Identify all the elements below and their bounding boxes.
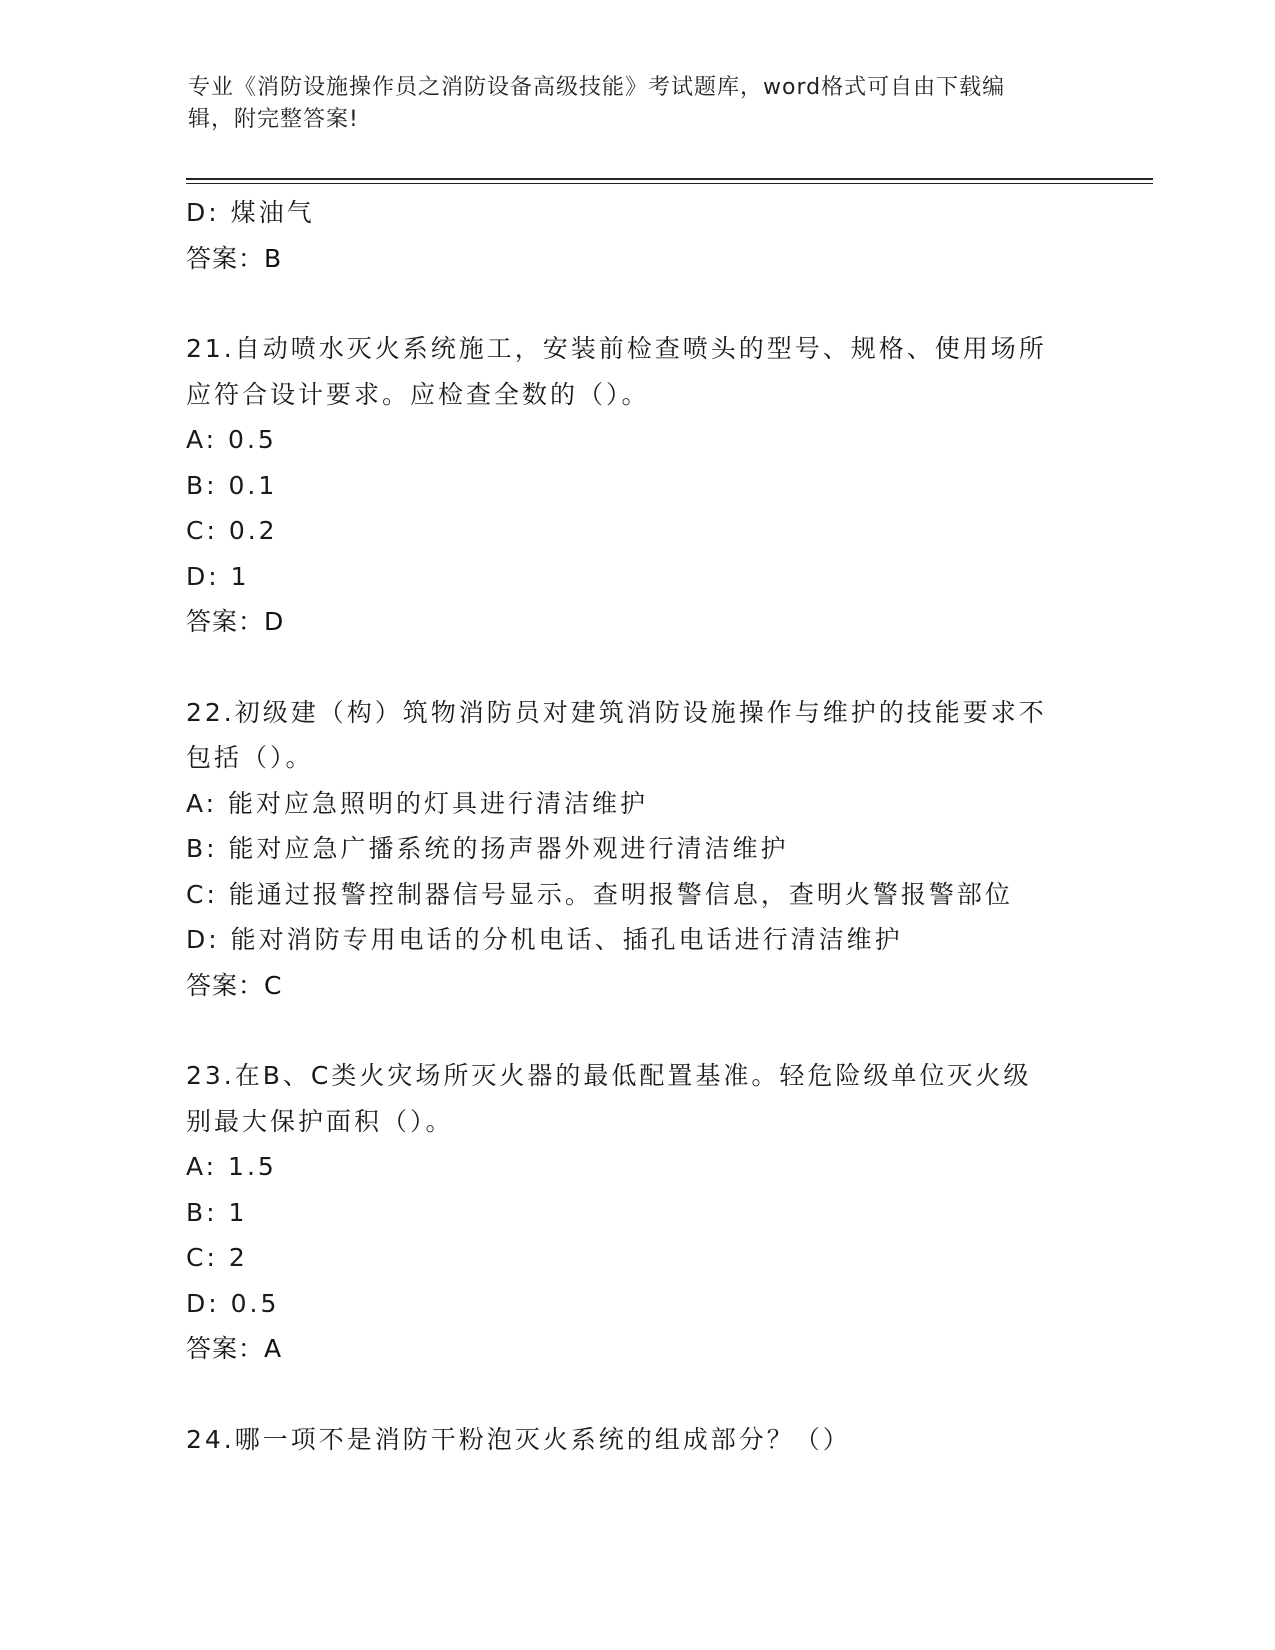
answer-value: D: [264, 607, 285, 636]
answer-line: [186, 599, 1086, 645]
option-c: C: 能通过报警控制器信号显示。查明报警信息，查明火警报警部位: [186, 879, 1013, 909]
answer-label: 答案：: [186, 970, 265, 1000]
header-line-2: 辑，附完整答案!: [188, 107, 359, 132]
header-divider-bottom: [186, 183, 1153, 184]
answer-value: B: [264, 243, 283, 273]
option-a: A: 0.5: [186, 425, 277, 454]
answer-line: [186, 963, 1086, 1009]
document-header: [188, 72, 1068, 136]
option-a: A: 能对应急照明的灯具进行清洁维护: [186, 788, 649, 818]
answer-line: [186, 236, 1086, 282]
answer-label: 答案：: [186, 607, 265, 636]
question-stem-line: 别最大保护面积（）。: [186, 1106, 454, 1136]
spacer: [186, 645, 1086, 690]
option-c: C: 0.2: [186, 516, 278, 545]
option-d: D: 0.5: [186, 1288, 280, 1318]
answer-label: 答案：: [186, 243, 265, 273]
option-b: B: 1: [186, 1197, 248, 1227]
answer-value: A: [264, 1334, 283, 1363]
spacer: [186, 281, 1086, 326]
option-d: D: 煤油气: [186, 198, 315, 227]
header-line-1: 专业《消防设施操作员之消防设备高级技能》考试题库，word格式可自由下载编: [188, 75, 1006, 100]
option-a: A: 1.5: [186, 1152, 277, 1181]
question-stem-line: 应符合设计要求。应检查全数的（）。: [186, 379, 650, 409]
answer-label: 答案：: [186, 1334, 265, 1363]
question-21: [186, 326, 1086, 645]
answer-value: C: [264, 970, 283, 1000]
question-23: [186, 1053, 1086, 1372]
option-b: B: 能对应急广播系统的扬声器外观进行清洁维护: [186, 834, 789, 863]
answer-line: [186, 1326, 1086, 1372]
spacer: [186, 1372, 1086, 1417]
question-stem-line: 23.在B、C类火灾场所灭火器的最低配置基准。轻危险级单位灭火级: [186, 1061, 1032, 1090]
question-stem-line: 22.初级建（构）筑物消防员对建筑消防设施操作与维护的技能要求不: [186, 697, 1047, 727]
question-stem-line: 包括（）。: [186, 743, 314, 772]
spacer: [186, 1008, 1086, 1053]
question-stem-line: 21.自动喷水灭火系统施工，安装前检查喷头的型号、规格、使用场所: [186, 334, 1047, 363]
question-list: [186, 190, 1086, 1462]
question-22: [186, 690, 1086, 1009]
option-b: B: 0.1: [186, 470, 278, 500]
option-c: C: 2: [186, 1243, 248, 1272]
option-d: D: 1: [186, 561, 250, 591]
question-24: [186, 1417, 1086, 1463]
header-divider-top: [186, 178, 1153, 180]
option-d: D: 能对消防专用电话的分机电话、插孔电话进行清洁维护: [186, 925, 903, 954]
question-stem-line: 24.哪一项不是消防干粉泡灭火系统的组成部分？（）: [186, 1424, 851, 1454]
